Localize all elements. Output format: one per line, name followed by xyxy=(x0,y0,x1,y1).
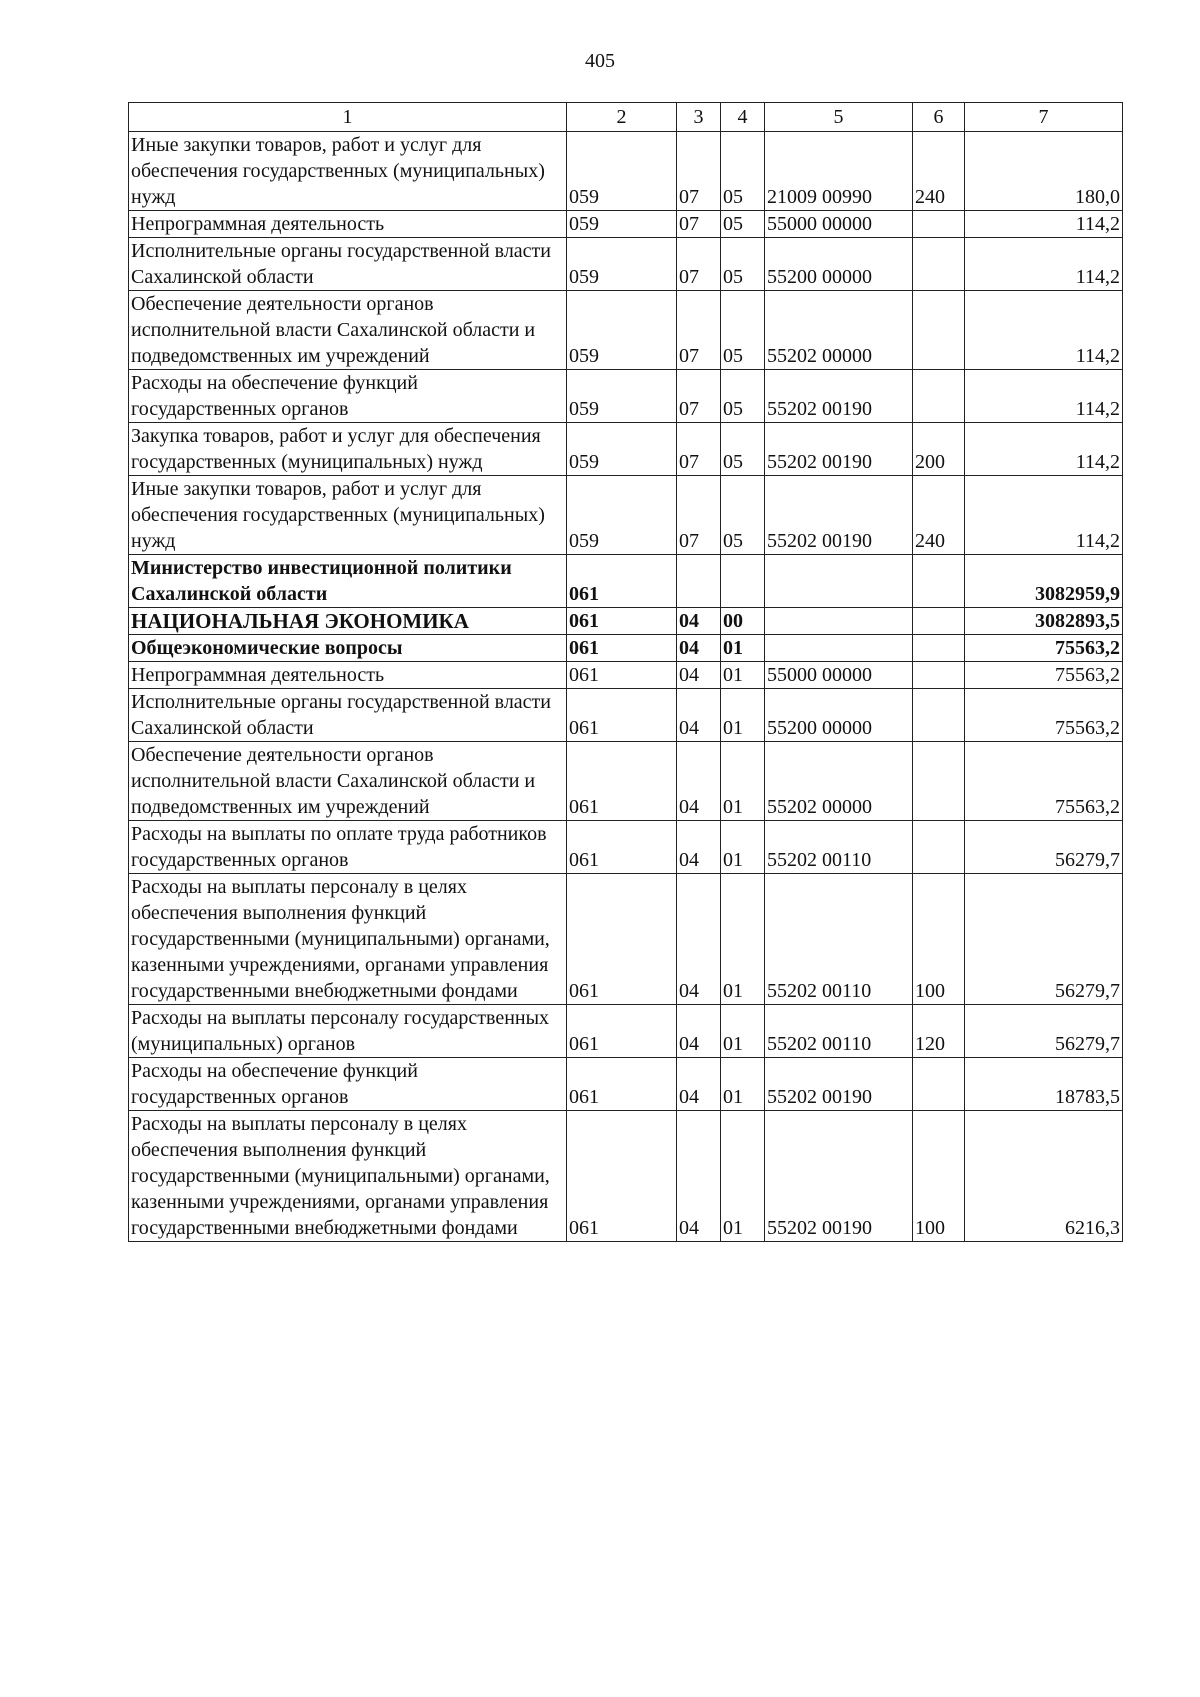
table-row xyxy=(129,291,1123,370)
row-section-cell: 07 xyxy=(677,211,721,238)
row-subsection-cell: 05 xyxy=(721,238,765,291)
table-row xyxy=(129,608,1123,635)
row-expense-type-cell xyxy=(913,370,965,423)
row-name-cell: Общеэкономические вопросы xyxy=(129,635,567,662)
row-expense-type-cell: 120 xyxy=(913,1005,965,1058)
table-row xyxy=(129,1005,1123,1058)
row-amount-cell: 114,2 xyxy=(965,291,1123,370)
row-target-article-cell: 55202 00190 xyxy=(765,423,913,476)
row-target-article-cell: 55202 00190 xyxy=(765,1058,913,1111)
table-row xyxy=(129,635,1123,662)
row-expense-type-cell xyxy=(913,821,965,874)
row-target-article-cell: 55202 00190 xyxy=(765,476,913,555)
row-amount-cell: 6216,3 xyxy=(965,1111,1123,1242)
row-amount-cell: 75563,2 xyxy=(965,635,1123,662)
row-amount-cell: 18783,5 xyxy=(965,1058,1123,1111)
row-ministry-code-cell: 061 xyxy=(567,874,677,1005)
row-expense-type-cell xyxy=(913,291,965,370)
row-name-cell: Непрограммная деятельность xyxy=(129,662,567,689)
row-subsection-cell: 01 xyxy=(721,821,765,874)
table-row xyxy=(129,1058,1123,1111)
row-ministry-code-cell: 061 xyxy=(567,635,677,662)
row-subsection-cell: 01 xyxy=(721,1111,765,1242)
row-subsection-cell: 05 xyxy=(721,211,765,238)
row-target-article-cell: 55202 00110 xyxy=(765,1005,913,1058)
row-name-cell: Расходы на выплаты персоналу в целях обеспечения выполнения функций государственными (муниципальными) органами, казенными учреждениями, органами управления государственными внебюджетными фондами xyxy=(129,1111,567,1242)
column-header: 4 xyxy=(721,103,765,132)
column-header: 6 xyxy=(913,103,965,132)
row-expense-type-cell xyxy=(913,689,965,742)
row-subsection-cell: 05 xyxy=(721,291,765,370)
row-expense-type-cell xyxy=(913,238,965,291)
row-subsection-cell: 01 xyxy=(721,742,765,821)
row-section-cell: 04 xyxy=(677,689,721,742)
row-ministry-code-cell: 061 xyxy=(567,821,677,874)
row-subsection-cell: 01 xyxy=(721,1005,765,1058)
row-name-cell: Иные закупки товаров, работ и услуг для обеспечения государственных (муниципальных) нужд xyxy=(129,476,567,555)
column-header: 7 xyxy=(965,103,1123,132)
row-name-cell: Расходы на выплаты персоналу в целях обеспечения выполнения функций государственными (муниципальными) органами, казенными учреждениями, органами управления государственными внебюджетными фондами xyxy=(129,874,567,1005)
row-expense-type-cell: 240 xyxy=(913,132,965,211)
table-row xyxy=(129,689,1123,742)
row-section-cell: 07 xyxy=(677,370,721,423)
row-name-cell: Расходы на обеспечение функций государственных органов xyxy=(129,370,567,423)
row-expense-type-cell: 240 xyxy=(913,476,965,555)
row-name-cell: Непрограммная деятельность xyxy=(129,211,567,238)
row-section-cell xyxy=(677,555,721,608)
row-name-cell: Обеспечение деятельности органов исполнительной власти Сахалинской области и подведомственных им учреждений xyxy=(129,742,567,821)
row-name-cell: Исполнительные органы государственной власти Сахалинской области xyxy=(129,689,567,742)
table-row xyxy=(129,238,1123,291)
row-name-cell: Исполнительные органы государственной власти Сахалинской области xyxy=(129,238,567,291)
row-target-article-cell: 55202 00190 xyxy=(765,370,913,423)
row-target-article-cell: 55202 00190 xyxy=(765,1111,913,1242)
table-row xyxy=(129,423,1123,476)
budget-table-body xyxy=(129,132,1123,1242)
row-amount-cell: 75563,2 xyxy=(965,742,1123,821)
row-amount-cell: 56279,7 xyxy=(965,821,1123,874)
row-ministry-code-cell: 059 xyxy=(567,291,677,370)
row-section-cell: 04 xyxy=(677,1005,721,1058)
row-name-cell: НАЦИОНАЛЬНАЯ ЭКОНОМИКА xyxy=(129,608,567,635)
row-section-cell: 07 xyxy=(677,238,721,291)
row-amount-cell: 3082959,9 xyxy=(965,555,1123,608)
row-section-cell: 04 xyxy=(677,1111,721,1242)
page-number: 405 xyxy=(585,50,615,72)
row-amount-cell: 114,2 xyxy=(965,211,1123,238)
row-target-article-cell: 55202 00110 xyxy=(765,821,913,874)
row-amount-cell: 114,2 xyxy=(965,476,1123,555)
row-amount-cell: 114,2 xyxy=(965,238,1123,291)
row-ministry-code-cell: 061 xyxy=(567,662,677,689)
row-ministry-code-cell: 061 xyxy=(567,1005,677,1058)
row-name-cell: Обеспечение деятельности органов исполнительной власти Сахалинской области и подведомственных им учреждений xyxy=(129,291,567,370)
row-subsection-cell: 01 xyxy=(721,689,765,742)
row-section-cell: 04 xyxy=(677,662,721,689)
row-section-cell: 07 xyxy=(677,476,721,555)
row-section-cell: 04 xyxy=(677,1058,721,1111)
table-row xyxy=(129,370,1123,423)
table-row xyxy=(129,1111,1123,1242)
row-expense-type-cell xyxy=(913,742,965,821)
row-ministry-code-cell: 061 xyxy=(567,742,677,821)
row-ministry-code-cell: 059 xyxy=(567,476,677,555)
row-target-article-cell: 55200 00000 xyxy=(765,238,913,291)
table-row xyxy=(129,742,1123,821)
row-target-article-cell: 55000 00000 xyxy=(765,211,913,238)
row-expense-type-cell xyxy=(913,211,965,238)
table-row xyxy=(129,662,1123,689)
row-subsection-cell: 05 xyxy=(721,132,765,211)
row-ministry-code-cell: 061 xyxy=(567,555,677,608)
row-expense-type-cell xyxy=(913,555,965,608)
row-ministry-code-cell: 059 xyxy=(567,370,677,423)
row-target-article-cell: 55200 00000 xyxy=(765,689,913,742)
row-expense-type-cell: 200 xyxy=(913,423,965,476)
row-subsection-cell: 05 xyxy=(721,370,765,423)
table-row xyxy=(129,132,1123,211)
table-row xyxy=(129,211,1123,238)
row-ministry-code-cell: 059 xyxy=(567,238,677,291)
row-section-cell: 04 xyxy=(677,635,721,662)
row-subsection-cell: 05 xyxy=(721,476,765,555)
row-ministry-code-cell: 061 xyxy=(567,689,677,742)
row-amount-cell: 114,2 xyxy=(965,370,1123,423)
row-expense-type-cell xyxy=(913,662,965,689)
row-section-cell: 04 xyxy=(677,608,721,635)
column-header: 2 xyxy=(567,103,677,132)
row-target-article-cell xyxy=(765,555,913,608)
row-subsection-cell: 01 xyxy=(721,635,765,662)
row-name-cell: Иные закупки товаров, работ и услуг для обеспечения государственных (муниципальных) нужд xyxy=(129,132,567,211)
row-section-cell: 04 xyxy=(677,821,721,874)
row-expense-type-cell: 100 xyxy=(913,1111,965,1242)
row-amount-cell: 75563,2 xyxy=(965,689,1123,742)
row-amount-cell: 114,2 xyxy=(965,423,1123,476)
column-header: 3 xyxy=(677,103,721,132)
row-ministry-code-cell: 059 xyxy=(567,211,677,238)
column-number-header-row xyxy=(129,103,1123,132)
row-name-cell: Расходы на выплаты по оплате труда работников государственных органов xyxy=(129,821,567,874)
row-subsection-cell: 01 xyxy=(721,662,765,689)
row-section-cell: 07 xyxy=(677,423,721,476)
row-subsection-cell: 00 xyxy=(721,608,765,635)
row-ministry-code-cell: 061 xyxy=(567,608,677,635)
row-ministry-code-cell: 061 xyxy=(567,1111,677,1242)
row-target-article-cell: 55202 00000 xyxy=(765,291,913,370)
row-section-cell: 07 xyxy=(677,132,721,211)
row-ministry-code-cell: 059 xyxy=(567,423,677,476)
row-subsection-cell: 01 xyxy=(721,1058,765,1111)
row-target-article-cell: 55202 00110 xyxy=(765,874,913,1005)
column-header: 5 xyxy=(765,103,913,132)
row-amount-cell: 180,0 xyxy=(965,132,1123,211)
row-target-article-cell xyxy=(765,608,913,635)
row-name-cell: Расходы на обеспечение функций государственных органов xyxy=(129,1058,567,1111)
row-target-article-cell xyxy=(765,635,913,662)
table-row xyxy=(129,874,1123,1005)
row-amount-cell: 56279,7 xyxy=(965,874,1123,1005)
row-expense-type-cell xyxy=(913,608,965,635)
row-target-article-cell: 21009 00990 xyxy=(765,132,913,211)
row-expense-type-cell xyxy=(913,635,965,662)
table-row xyxy=(129,555,1123,608)
row-amount-cell: 56279,7 xyxy=(965,1005,1123,1058)
row-subsection-cell xyxy=(721,555,765,608)
table-row xyxy=(129,821,1123,874)
budget-table xyxy=(128,102,1123,1242)
row-subsection-cell: 01 xyxy=(721,874,765,1005)
row-section-cell: 04 xyxy=(677,874,721,1005)
row-name-cell: Расходы на выплаты персоналу государственных (муниципальных) органов xyxy=(129,1005,567,1058)
row-name-cell: Министерство инвестиционной политики Сахалинской области xyxy=(129,555,567,608)
row-amount-cell: 3082893,5 xyxy=(965,608,1123,635)
row-name-cell: Закупка товаров, работ и услуг для обеспечения государственных (муниципальных) нужд xyxy=(129,423,567,476)
row-amount-cell: 75563,2 xyxy=(965,662,1123,689)
budget-table-container xyxy=(128,102,1122,1242)
row-target-article-cell: 55000 00000 xyxy=(765,662,913,689)
table-row xyxy=(129,476,1123,555)
row-expense-type-cell: 100 xyxy=(913,874,965,1005)
row-target-article-cell: 55202 00000 xyxy=(765,742,913,821)
row-expense-type-cell xyxy=(913,1058,965,1111)
row-section-cell: 07 xyxy=(677,291,721,370)
row-section-cell: 04 xyxy=(677,742,721,821)
row-ministry-code-cell: 059 xyxy=(567,132,677,211)
row-ministry-code-cell: 061 xyxy=(567,1058,677,1111)
row-subsection-cell: 05 xyxy=(721,423,765,476)
column-header: 1 xyxy=(129,103,567,132)
